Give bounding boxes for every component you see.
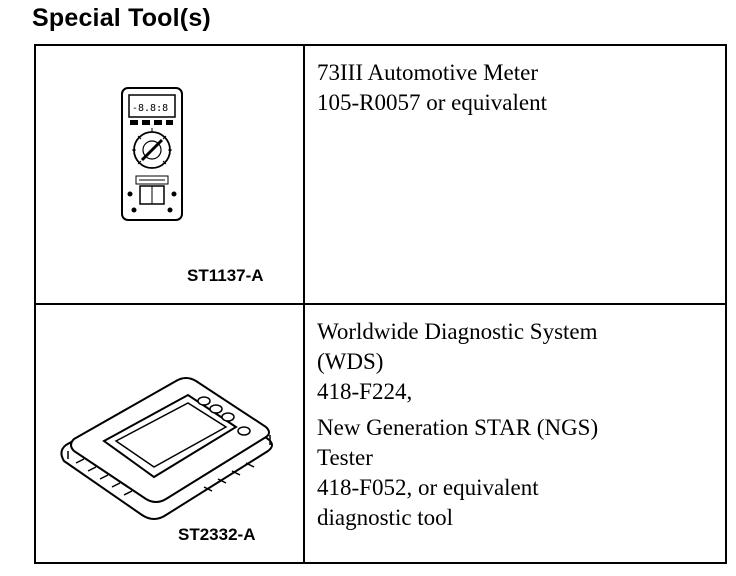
tool-description-cell <box>305 305 725 562</box>
description-line: diagnostic tool <box>317 505 454 530</box>
tool-description <box>317 58 547 118</box>
tool-description <box>317 317 598 533</box>
tool-description-cell <box>305 46 725 305</box>
description-line: 105-R0057 or equivalent <box>317 90 547 115</box>
svg-text:-8.8:8: -8.8:8 <box>132 103 169 114</box>
tool-image-cell <box>36 305 305 562</box>
description-line: 418-F224, <box>317 379 413 404</box>
tool-image-cell <box>36 46 305 305</box>
description-line: 418-F052, or equivalent <box>317 475 539 500</box>
special-tools-table <box>34 44 727 564</box>
description-line: New Generation STAR (NGS) <box>317 415 599 440</box>
figure-code: ST1137-A <box>187 266 264 285</box>
multimeter-icon <box>118 86 188 226</box>
description-line: 73III Automotive Meter <box>317 60 539 85</box>
figure-code: ST2332-A <box>178 525 256 544</box>
page-title: Special Tool(s) <box>32 4 211 32</box>
description-line: (WDS) <box>317 349 384 374</box>
diagnostic-tester-icon <box>54 353 280 531</box>
description-line: Tester <box>317 445 373 470</box>
description-line: Worldwide Diagnostic System <box>317 319 598 344</box>
